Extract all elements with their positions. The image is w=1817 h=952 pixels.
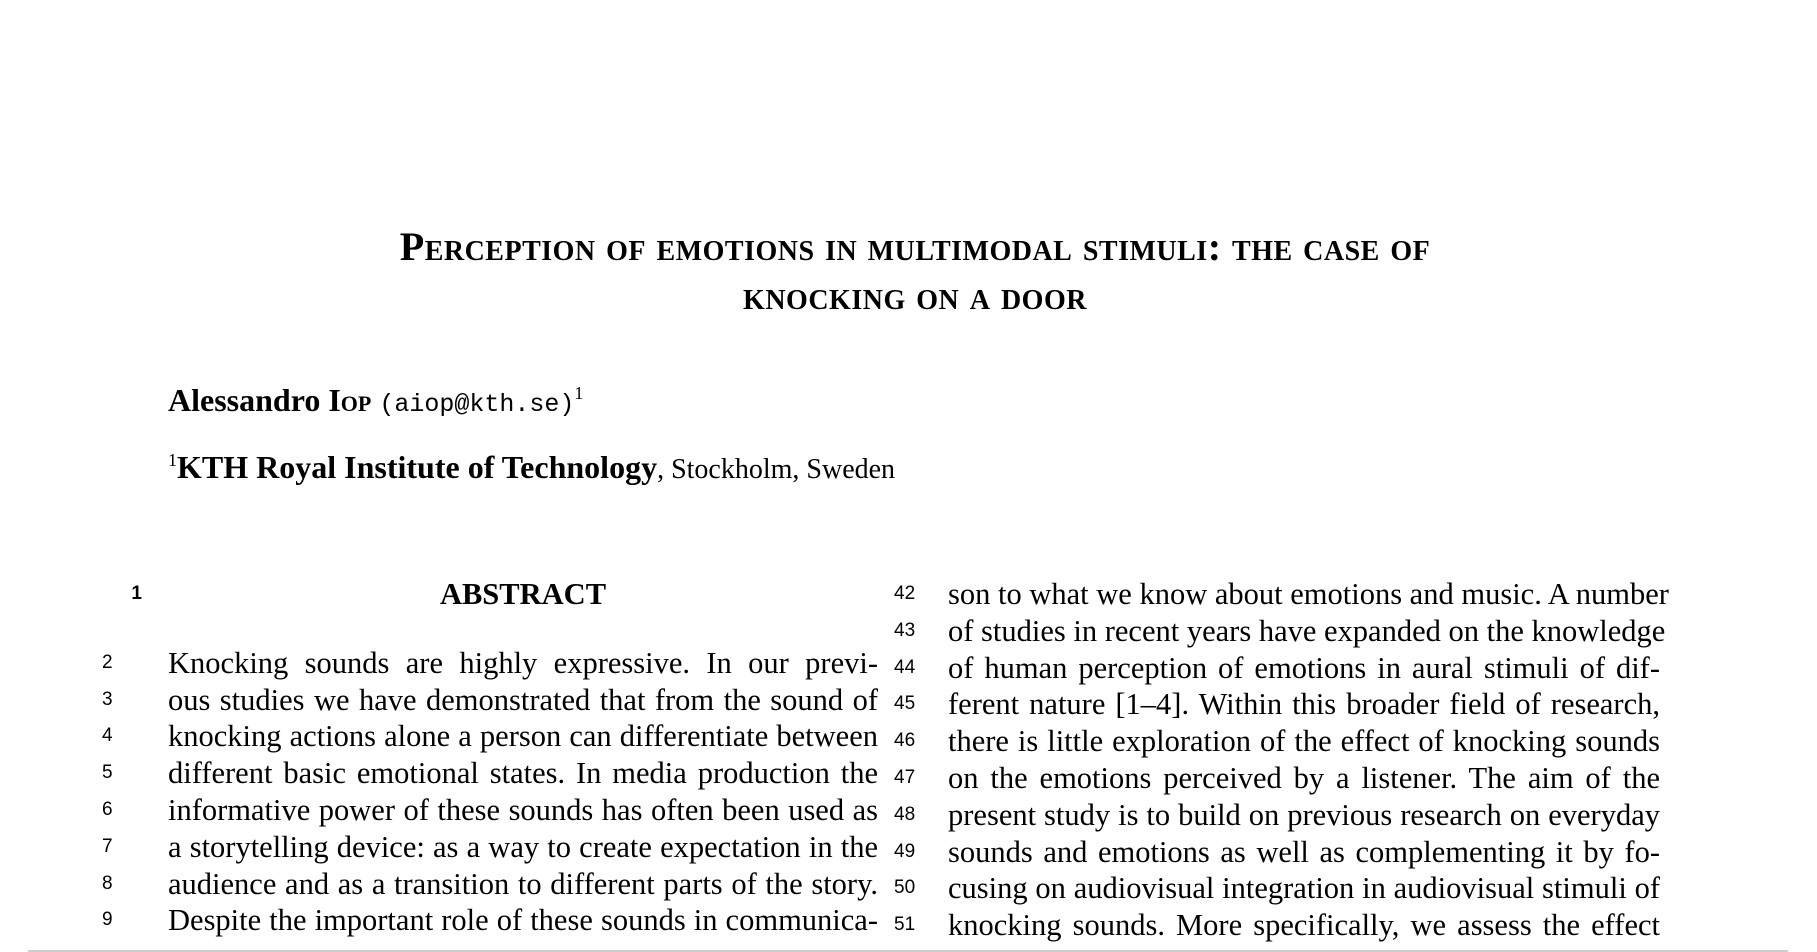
text-line [894, 576, 1669, 613]
title-line-1-text: erception of emotions in multimodal stimuli: the case of [424, 224, 1431, 269]
paper-title-line-2: knocking on a door [743, 273, 1087, 318]
affiliation-line [168, 447, 895, 490]
text-line [102, 718, 878, 755]
text-line [894, 870, 1660, 907]
right-column [894, 576, 1669, 944]
line-number: 8 [102, 872, 113, 894]
line-text: on the emotions perceived by a listener. The aim of the [948, 760, 1660, 795]
text-line [894, 907, 1660, 944]
abstract-heading-line [131, 576, 878, 613]
text-line [102, 866, 878, 903]
line-text: audience and as a transition to different parts of the story. [168, 866, 878, 901]
line-number: 9 [102, 909, 113, 931]
paper-title-line-1 [0, 222, 1817, 271]
line-number: 4 [102, 725, 113, 747]
line-text: son to what we know about emotions and music. A number [948, 577, 1669, 611]
line-text: cusing on audiovisual integration in audiovisual stimuli of [948, 871, 1660, 906]
line-text: knocking actions alone a person can differentiate between [168, 719, 878, 754]
text-line [894, 650, 1660, 687]
line-number: 2 [102, 651, 113, 673]
line-number: 51 [894, 914, 916, 936]
text-line [102, 792, 878, 829]
line-text: sounds and emotions as well as complementing it by fo- [948, 834, 1660, 869]
author-first-name: Alessandro [168, 382, 329, 418]
affiliation-institution: KTH Royal Institute of Technology [177, 449, 658, 485]
line-number: 50 [894, 877, 916, 899]
line-number: 1 [131, 583, 142, 604]
line-number: 6 [102, 798, 113, 820]
line-text: Despite the important role of these sounds in communica- [168, 903, 878, 938]
text-line [102, 645, 878, 682]
line-number: 42 [894, 583, 916, 604]
text-line [102, 829, 878, 866]
paper-title [0, 222, 1817, 320]
text-line [894, 797, 1660, 834]
author-last-rest: op [340, 382, 372, 418]
text-line [894, 834, 1660, 871]
line-number: 7 [102, 835, 113, 857]
author-line [168, 380, 583, 425]
text-line [894, 760, 1660, 797]
line-text: of studies in recent years have expanded on the knowledge [948, 613, 1666, 648]
line-number: 49 [894, 840, 916, 862]
line-text: knocking sounds. More specifically, we assess the effect [948, 908, 1660, 943]
line-text: of human perception of emotions in aural stimuli of dif- [948, 650, 1660, 685]
title-initial: P [399, 224, 425, 269]
text-line [102, 902, 878, 939]
text-line [102, 755, 878, 792]
heading-spacer [168, 613, 878, 645]
author-email[interactable]: (aiop@kth.se) [379, 390, 575, 419]
line-number: 47 [894, 766, 916, 788]
line-text: ous studies we have demonstrated that from the sound of [168, 682, 878, 717]
affiliation-mark: 1 [168, 450, 177, 470]
line-number: 45 [894, 693, 916, 715]
line-number: 5 [102, 762, 113, 784]
line-text: present study is to build on previous research on everyday [948, 797, 1660, 832]
author-name [168, 382, 371, 418]
line-number: 3 [102, 688, 113, 710]
line-number: 43 [894, 619, 916, 641]
line-number: 44 [894, 656, 916, 678]
author-last-initial: I [328, 382, 341, 418]
affiliation-location: , Stockholm, Sweden [657, 454, 896, 485]
line-text: there is little exploration of the effect of knocking sounds [948, 724, 1660, 759]
abstract-heading: ABSTRACT [439, 577, 607, 611]
author-affil-mark: 1 [574, 383, 584, 403]
line-text: Knocking sounds are highly expressive. In our previ- [168, 645, 878, 680]
line-text: a storytelling device: as a way to create expectation in the [168, 829, 878, 864]
line-text: ferent nature [1–4]. Within this broader field of research, [948, 687, 1660, 722]
left-column [102, 576, 878, 939]
text-line [894, 613, 1666, 650]
line-text: different basic emotional states. In media production the [168, 756, 878, 791]
line-text: informative power of these sounds has often been used as [168, 792, 878, 827]
line-number: 48 [894, 803, 916, 825]
text-line [894, 686, 1660, 723]
text-line [102, 682, 878, 719]
line-number: 46 [894, 730, 916, 752]
text-line [894, 723, 1660, 760]
